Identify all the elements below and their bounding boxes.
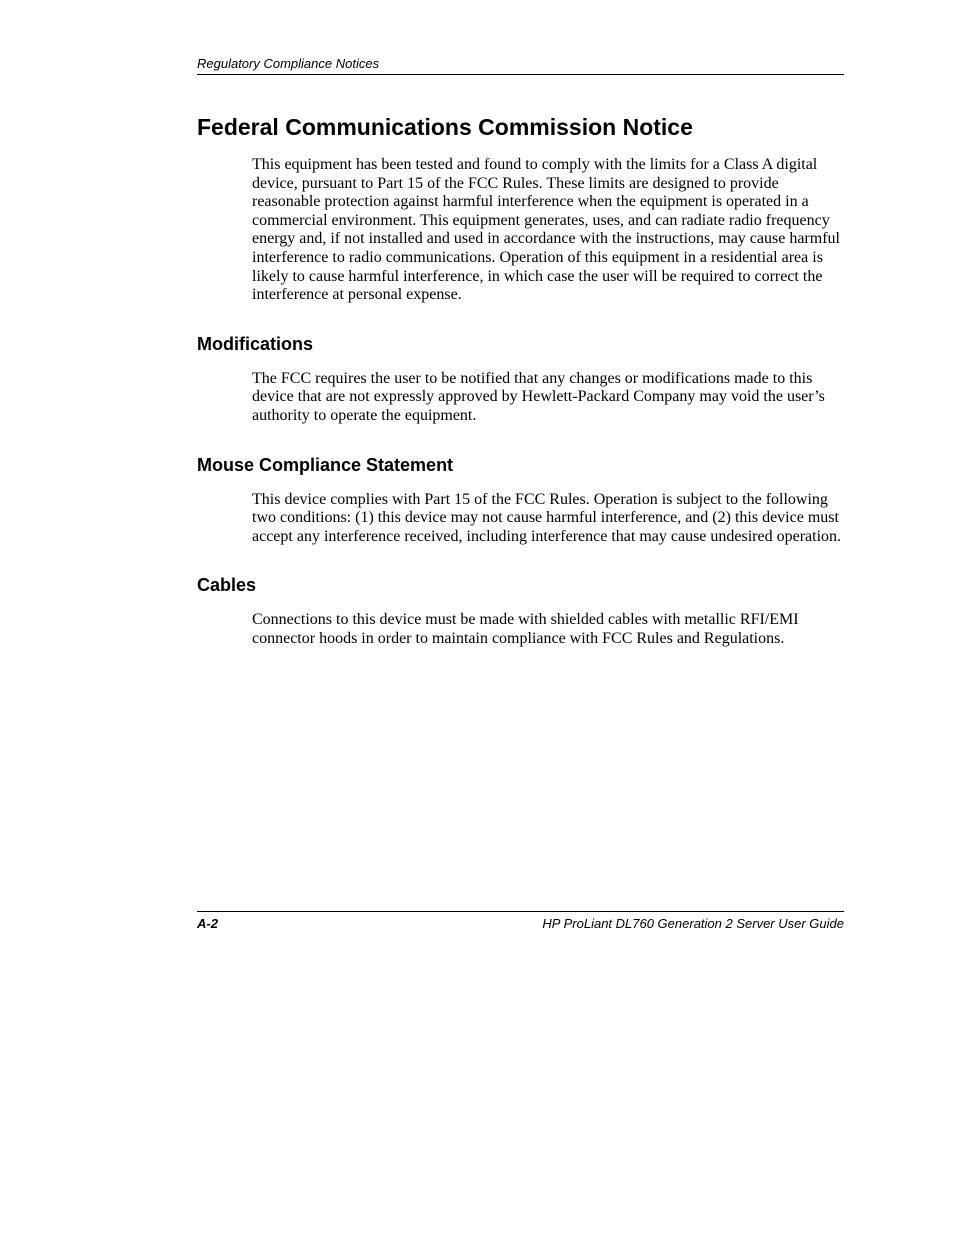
fcc-notice-paragraph: This equipment has been tested and found to comply with the limits for a Class A digital device, pursuant to Part 15 of the FCC Rules. These limits are designed to provide reasonable protection against harmful interference when the equipment is operated in a commercial environment. This equipment generates, uses, and can radiate radio frequency energy and, if not installed and used in accordance with the instructions, may cause harmful interference to radio communications. Operation of this equipment in a residential area is likely to cause harmful interference, in which case the user will be required to correct the interference at personal expense. — [252, 156, 840, 304]
page-title: Federal Communications Commission Notice — [197, 114, 693, 140]
page-footer — [197, 911, 844, 932]
section-heading-mouse-compliance: Mouse Compliance Statement — [197, 454, 454, 475]
cables-paragraph: Connections to this device must be made with shielded cables with metallic RFI/EMI connector hoods in order to maintain compliance with FCC Rules and Regulations. — [252, 611, 799, 647]
guide-title: HP ProLiant DL760 Generation 2 Server User Guide — [542, 916, 844, 931]
mouse-compliance-paragraph: This device complies with Part 15 of the FCC Rules. Operation is subject to the following two conditions: (1) this device may not cause harmful interference, and (2) this device must accept any interference received, including interference that may cause undesired operation. — [252, 490, 842, 545]
section-heading-cables: Cables — [197, 575, 257, 596]
section-heading-modifications: Modifications — [197, 333, 313, 354]
page-number: A-2 — [197, 916, 218, 931]
page-content — [197, 112, 844, 676]
modifications-paragraph: The FCC requires the user to be notified that any changes or modifications made to this device that are not expressly approved by Hewlett-Packard Company may void the user’s authority to operate the equipment. — [252, 369, 825, 424]
running-header — [197, 56, 844, 75]
running-header-title: Regulatory Compliance Notices — [197, 56, 380, 71]
